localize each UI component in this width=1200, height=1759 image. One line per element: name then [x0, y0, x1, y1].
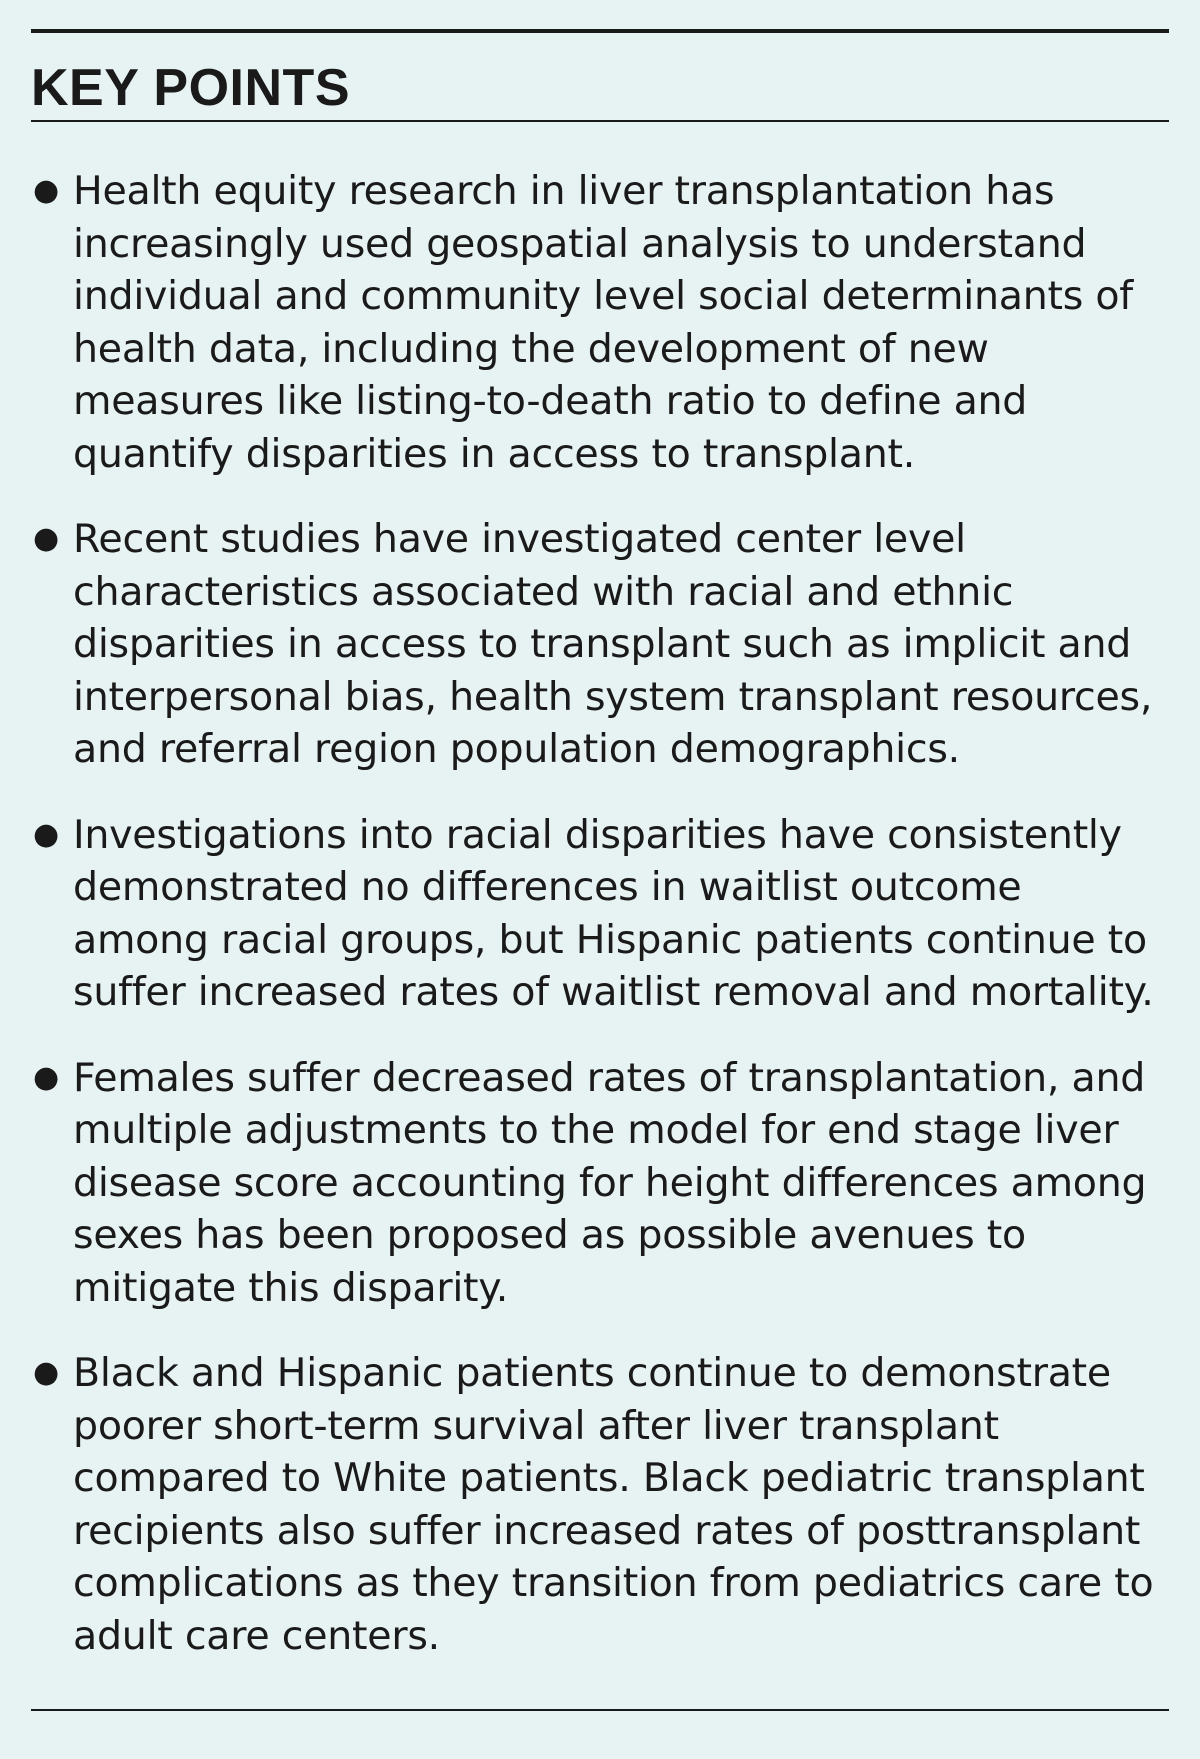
bullet-icon: ●	[33, 816, 59, 852]
key-points-heading: KEY POINTS	[31, 59, 351, 117]
bullet-icon: ●	[33, 1355, 59, 1390]
key-point-item	[31, 1347, 1169, 1662]
bottom-rule	[31, 1709, 1169, 1711]
heading-rule	[31, 120, 1169, 122]
bullet-icon: ●	[33, 173, 59, 208]
key-point-item	[31, 1052, 1169, 1315]
key-point-item	[31, 809, 1169, 1019]
key-points-list	[31, 165, 1169, 1695]
key-point-text: Females suffer decreased rates of transplantation, and multiple adjustments to the model for end stage liver disease score accounting for height differences among sexes has been proposed as possible avenues to mitigate this disparity.	[73, 1054, 1147, 1311]
bullet-icon: ●	[33, 521, 59, 556]
key-point-text: Investigations into racial disparities have consistently demonstrated no differences in waitlist outcome among racial groups, but Hispanic patients continue to suffer increased rates of waitlist removal and mortality.	[73, 811, 1154, 1015]
key-point-item	[31, 513, 1169, 776]
key-point-text: Black and Hispanic patients continue to demonstrate poorer short-term survival after liver transplant compared to White patients. Black pediatric transplant recipients also suffer increased rates of posttransplant complications as they transition from pediatrics care to adult care centers.	[73, 1350, 1154, 1659]
top-rule	[31, 29, 1169, 33]
bullet-icon: ●	[33, 1059, 59, 1095]
key-points-box	[31, 0, 1169, 1759]
key-point-text: Health equity research in liver transplantation has increasingly used geospatial analysis to understand individual and community level social determinants of health data, including the development of new measures like listing-to-death ratio to define and quantify disparities in access to transplant.	[73, 168, 1133, 477]
key-point-item	[31, 165, 1169, 480]
key-point-text: Recent studies have investigated center level characteristics associated with racial and ethnic disparities in access to transplant such as implicit and interpersonal bias, health system transplant resources, and referral region population demographics.	[73, 516, 1153, 772]
